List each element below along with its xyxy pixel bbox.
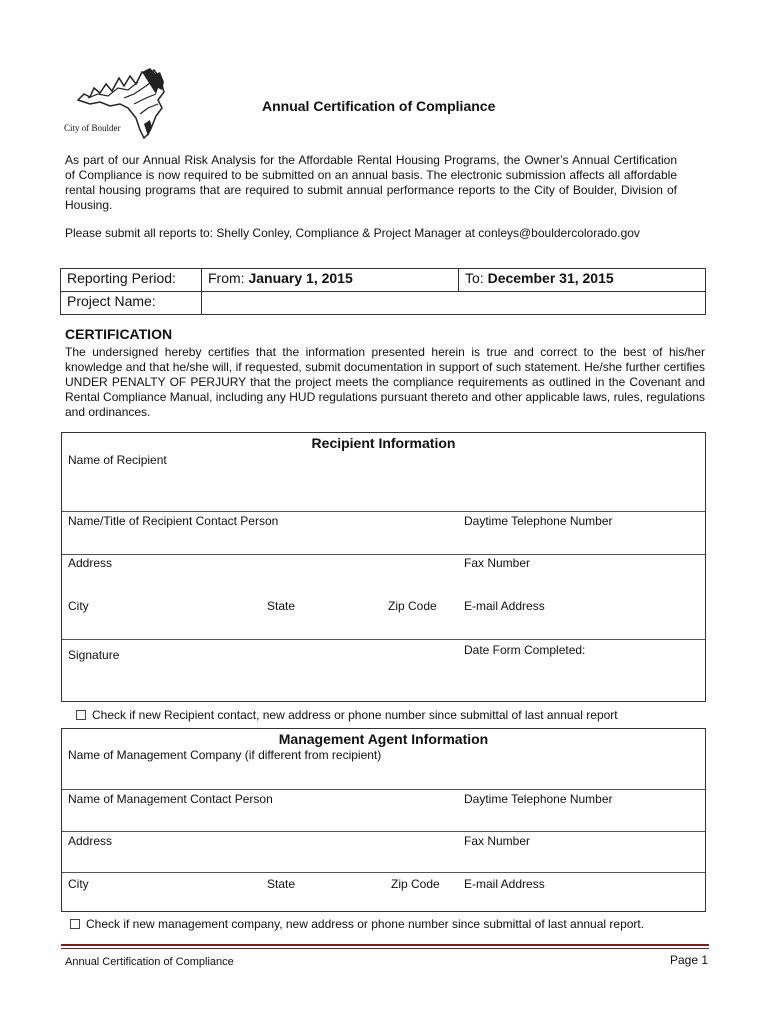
recipient-city-label: City [68,599,89,613]
recipient-state-label: State [267,599,296,613]
certification-text: The undersigned hereby certifies that the information presented herein is true and correct to the best of his/her knowledge and that he/she will, if requested, submit documentation in support of such statement. He/she further certifies UNDER PENALTY OF PERJURY that the project meets the compliance requirements as outlined in the Covenant and Rental Compliance Manual, including any HUD regulations pursuant thereto and other applicable laws, rules, regulations and ordinances. [65,345,705,419]
from-cell[interactable] [202,269,459,292]
divider [62,554,705,555]
intro-paragraph: As part of our Annual Risk Analysis for the Affordable Rental Housing Programs, the Owner’s Annual Certification of Compliance is now required to be submitted on an annual basis. The electronic submission affects all affordable rental housing programs that are required to submit annual performance reports to the City of Boulder, Division of Housing. [65,153,677,212]
page-number: Page 1 [670,953,709,967]
from-label: From: [208,270,245,286]
recipient-section [61,432,706,702]
management-heading: Management Agent Information [278,731,489,747]
management-address-label: Address [68,834,113,848]
management-company-label: Name of Management Company (if different from recipient) [68,748,382,762]
footer-title: Annual Certification of Compliance [65,956,234,968]
management-phone-label: Daytime Telephone Number [464,792,613,806]
recipient-date-label: Date Form Completed: [464,643,586,657]
recipient-address-label: Address [68,556,113,570]
recipient-fax-label: Fax Number [464,556,531,570]
reporting-period-label: Reporting Period: [61,269,202,292]
recipient-name-label: Name of Recipient [68,453,167,467]
to-value: December 31, 2015 [487,270,614,286]
checkbox[interactable] [76,710,86,720]
recipient-phone-label: Daytime Telephone Number [464,514,613,528]
document-title: Annual Certification of Compliance [262,98,496,114]
management-contact-label: Name of Management Contact Person [68,792,273,806]
management-zip-label: Zip Code [391,877,440,891]
footer-rule [61,944,709,946]
divider [62,789,705,790]
to-label: To: [465,270,484,286]
submit-instructions: Please submit all reports to: Shelly Conley, Compliance & Project Manager at conleys@bouldercolorado.gov [65,226,640,240]
management-fax-label: Fax Number [464,834,531,848]
recipient-zip-label: Zip Code [388,599,437,613]
recipient-email-label: E-mail Address [464,599,545,613]
recipient-change-checkbox-row[interactable] [76,708,618,722]
divider [62,511,705,512]
management-email-label: E-mail Address [464,877,545,891]
to-cell[interactable] [459,269,706,292]
recipient-contact-label: Name/Title of Recipient Contact Person [68,514,279,528]
management-state-label: State [267,877,296,891]
recipient-change-label: Check if new Recipient contact, new address or phone number since submittal of last annual report [92,708,618,722]
recipient-signature-label: Signature [68,648,120,662]
from-value: January 1, 2015 [248,270,353,286]
project-name-label: Project Name: [61,292,202,315]
management-change-checkbox-row[interactable] [70,917,644,931]
management-city-label: City [68,877,89,891]
recipient-heading: Recipient Information [311,435,456,451]
divider [62,639,705,640]
management-section [61,728,706,912]
logo-caption: City of Boulder [64,123,121,133]
checkbox[interactable] [70,919,80,929]
management-change-label: Check if new management company, new address or phone number since submittal of last annual report. [86,917,645,931]
footer-rule [61,948,709,949]
reporting-period-table [60,268,706,315]
divider [62,831,705,832]
certification-heading: CERTIFICATION [65,326,173,342]
divider [62,872,705,873]
project-name-field[interactable] [202,292,706,315]
